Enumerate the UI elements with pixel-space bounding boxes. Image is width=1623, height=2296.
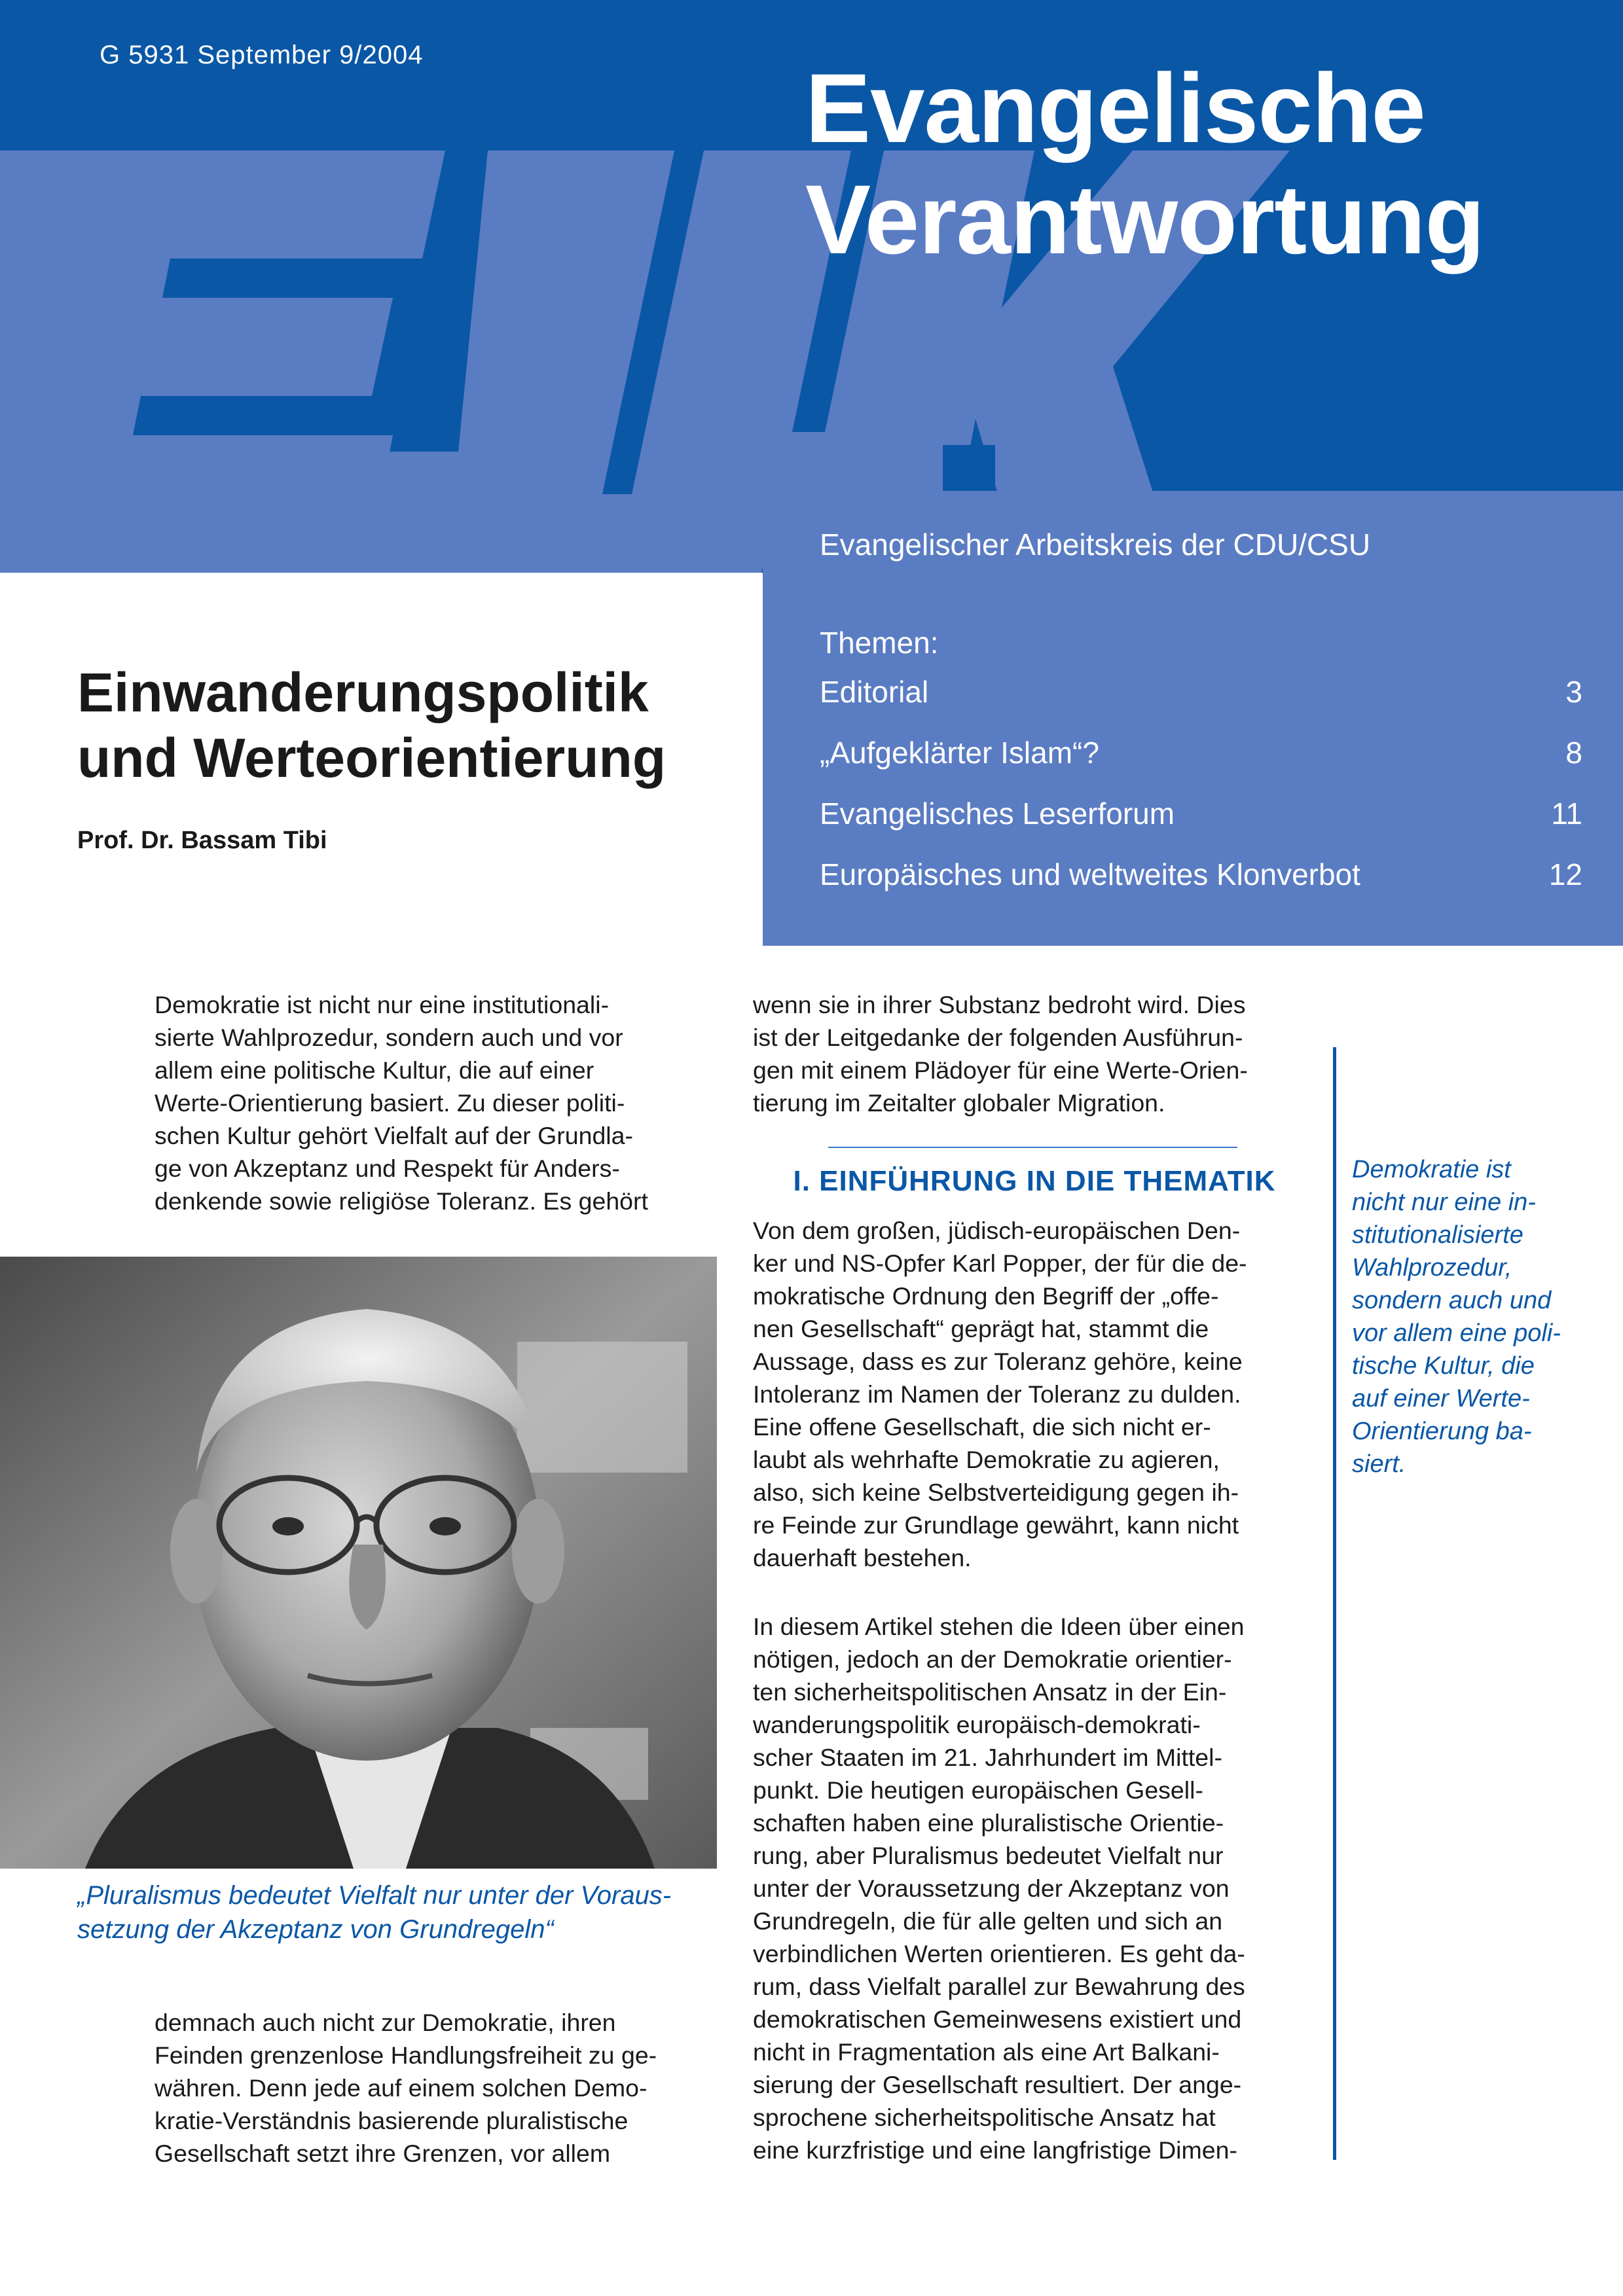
toc-item[interactable] bbox=[820, 857, 1582, 892]
body-paragraph: In diesem Artikel stehen die Ideen über einen nötigen, jedoch an der Demokratie orientier- ten sicherheitspolitischen Ansatz in der Ein- wanderungspolitik europäisch-demokrati- scher Staaten im 21. Jahrhundert im Mittel- punkt. Die heutigen europäischen Gesell- schaften haben eine pluralistische Orientie- rung, aber Pluralismus bedeutet Vielfalt nur unter der Voraussetzung der Akzeptanz von Grundregeln, die für alle gelten und sich an verbindlichen Werten orientieren. Es geht da- rum, dass Vielfalt parallel zur Bewahrung des demokratischen Gemeinwesens existiert und nicht in Fragmentation als eine Art Balkani- sierung der Gesellschaft resultiert. Der ange- sprochene sicherheitspolitische Ansatz hat eine kurzfristige und eine langfristige Dimen- bbox=[753, 1613, 1245, 2164]
body-paragraph: demnach auch nicht zur Demokratie, ihren Feinden grenzenlose Handlungsfreiheit zu ge- währen. Denn jede auf einem solchen Demo- kratie-Verständnis basierende pluralistische Gesellschaft setzt ihre Grenzen, vor allem bbox=[155, 2009, 657, 2167]
photo-caption: „Pluralismus bedeutet Vielfalt nur unter der Voraus- setzung der Akzeptanz von Grundregeln“ bbox=[77, 1881, 672, 1944]
toc-item[interactable] bbox=[820, 796, 1582, 831]
magazine-title-line1: Evangelische bbox=[805, 53, 1425, 163]
toc-item-title: Evangelisches Leserforum bbox=[820, 797, 1175, 831]
organization-line: Evangelischer Arbeitskreis der CDU/CSU bbox=[820, 528, 1371, 562]
toc-item-title: Editorial bbox=[820, 675, 929, 709]
magazine-title bbox=[805, 52, 1484, 275]
toc-item-page: 11 bbox=[1551, 797, 1582, 831]
body-paragraph: Demokratie ist nicht nur eine institutionali- sierte Wahlprozedur, sondern auch und vor allem eine politische Kultur, die auf einer Werte-Orientierung basiert. Zu dieser politi- schen Kultur gehört Vielfalt auf der Grundla- ge von Akzeptanz und Respekt für Anders- denkende sowie religiöse Toleranz. Es gehört bbox=[155, 991, 648, 1215]
pull-quote: Demokratie ist nicht nur eine in- stitutionalisierte Wahlprozedur, sondern auch und vor allem eine poli- tische Kultur, die auf einer Werte- Orientierung ba- siert. bbox=[1352, 1156, 1561, 1478]
section-heading: I. EINFÜHRUNG IN DIE THEMATIK bbox=[793, 1165, 1276, 1197]
toc-item[interactable] bbox=[820, 674, 1582, 709]
magazine-title-line2: Verantwortung bbox=[805, 164, 1485, 274]
toc-item[interactable] bbox=[820, 735, 1582, 770]
toc-item-title: „Aufgeklärter Islam“? bbox=[820, 736, 1099, 770]
body-paragraph: wenn sie in ihrer Substanz bedroht wird. Dies ist der Leitgedanke der folgenden Ausführun- gen mit einem Plädoyer für eine Werte-Orien- tierung im Zeitalter globaler Migration. bbox=[753, 991, 1248, 1117]
body-paragraph: Von dem großen, jüdisch-europäischen Den- ker und NS-Opfer Karl Popper, der für die de- mokratische Ordnung den Begriff der „offe- nen Gesellschaft“ geprägt hat, stammt die Aussage, dass es zur Toleranz gehöre, keine Intoleranz im Namen der Toleranz zu dulden. Eine offene Gesellschaft, die sich nicht er- laubt als wehrhafte Demokratie zu agieren, also, sich keine Selbstverteidigung gegen ih- re Feinde zur Grundlage gewährt, kann nicht dauerhaft bestehen. bbox=[753, 1217, 1247, 1571]
article-title-line2: und Werteorientierung bbox=[77, 727, 666, 789]
article-title-line1: Einwanderungspolitik bbox=[77, 662, 649, 723]
author-photo bbox=[0, 1257, 717, 1869]
themes-label: Themen: bbox=[820, 626, 939, 660]
toc-item-title: Europäisches und weltweites Klonverbot bbox=[820, 857, 1360, 891]
portrait-image bbox=[0, 1257, 717, 1869]
article-title bbox=[77, 660, 666, 791]
issue-line: G 5931 September 9/2004 bbox=[100, 41, 424, 69]
toc-item-page: 12 bbox=[1548, 857, 1582, 891]
author-name: Prof. Dr. Bassam Tibi bbox=[77, 827, 327, 854]
section-divider bbox=[828, 1147, 1237, 1148]
pull-quote-rule bbox=[1333, 1047, 1336, 2160]
toc-item-page: 3 bbox=[1565, 675, 1582, 709]
toc-item-page: 8 bbox=[1565, 736, 1582, 770]
